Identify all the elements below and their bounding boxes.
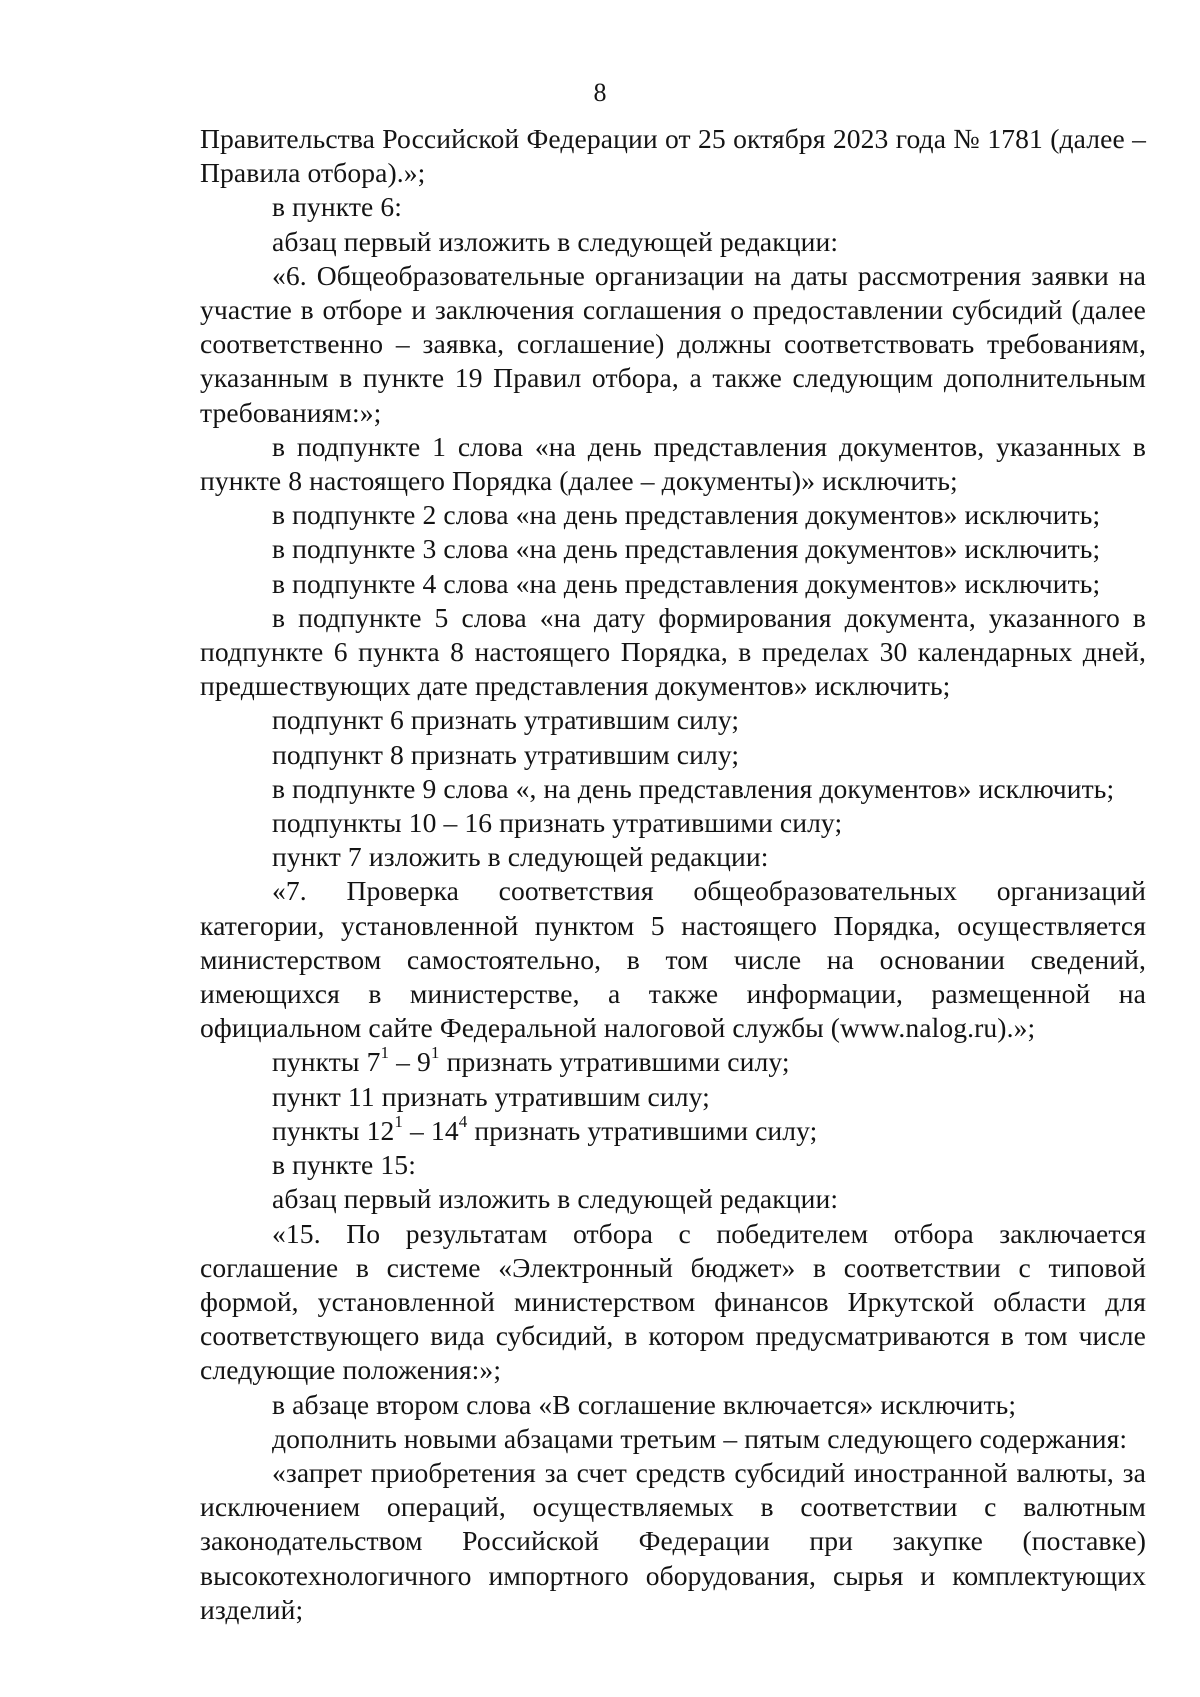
text-run: – 14	[403, 1114, 459, 1146]
superscript: 1	[430, 1043, 440, 1063]
paragraph	[200, 1045, 1146, 1079]
text-run: – 9	[389, 1046, 431, 1078]
paragraph: подпункт 8 признать утратившим силу;	[272, 738, 740, 770]
paragraph: «15. По результатам отбора с победителем отбора заключается соглашение в системе «Электронный бюджет» в соответствии с типовой формой, установленной министерством финансов Иркутской области для соответствующего вида субсидий, в котором предусматриваются в том числе следующие положения:»;	[200, 1217, 1146, 1386]
paragraph: в подпункте 5 слова «на дату формирования документа, указанного в подпункте 6 пункта 8 настоящего Порядка, в пределах 30 календарных дней, предшествующих дате представления документов» исключить;	[200, 601, 1146, 702]
text-run: признать утратившими силу;	[439, 1046, 790, 1078]
paragraph: дополнить новыми абзацами третьим – пятым следующего содержания:	[272, 1422, 1128, 1454]
paragraph: абзац первый изложить в следующей редакции:	[272, 225, 839, 257]
paragraph: в подпункте 3 слова «на день представления документов» исключить;	[272, 533, 1101, 565]
superscript: 1	[394, 1112, 404, 1132]
paragraph: абзац первый изложить в следующей редакции:	[272, 1183, 839, 1215]
superscript: 4	[458, 1112, 468, 1132]
paragraph: в абзаце втором слова «В соглашение включается» исключить;	[272, 1388, 1017, 1420]
paragraph: в подпункте 2 слова «на день представления документов» исключить;	[272, 499, 1101, 531]
paragraph: «7. Проверка соответствия общеобразовательных организаций категории, установленной пунктом 5 настоящего Порядка, осуществляется министерством самостоятельно, в том числе на основании сведений, имеющихся в министерстве, а также информации, размещенной на официальном сайте Федеральной налоговой службы (www.nalog.ru).»;	[200, 875, 1146, 1044]
paragraph: в подпункте 9 слова «, на день представления документов» исключить;	[272, 772, 1115, 804]
paragraph: пункт 7 изложить в следующей редакции:	[272, 841, 769, 873]
text-run: признать утратившими силу;	[467, 1114, 818, 1146]
paragraph: подпункты 10 – 16 признать утратившими силу;	[272, 807, 843, 839]
superscript: 1	[380, 1043, 390, 1063]
paragraph: «запрет приобретения за счет средств субсидий иностранной валюты, за исключением операций, осуществляемых в соответствии с валютным законодательством Российской Федерации при закупке (поставке) высокотехнологичного импортного оборудования, сырья и комплектующих изделий;	[200, 1456, 1146, 1625]
paragraph: в пункте 6:	[272, 191, 403, 223]
paragraph: подпункт 6 признать утратившим силу;	[272, 704, 740, 736]
paragraph: в подпункте 1 слова «на день представления документов, указанных в пункте 8 настоящего Порядка (далее – документы)» исключить;	[200, 430, 1146, 497]
paragraph	[200, 1114, 1146, 1148]
paragraph: «6. Общеобразовательные организации на даты рассмотрения заявки на участие в отборе и заключения соглашения о предоставлении субсидий (далее соответственно – заявка, соглашение) должны соответствовать требованиям, указанным в пункте 19 Правил отбора, а также следующим дополнительным требованиям:»;	[200, 259, 1146, 428]
paragraph: пункт 11 признать утратившим силу;	[272, 1080, 710, 1112]
page-number: 8	[593, 78, 607, 107]
paragraph: в пункте 15:	[272, 1149, 416, 1181]
document-body	[200, 122, 1146, 1627]
text-run: пункты 12	[272, 1114, 395, 1146]
text-run: пункты 7	[272, 1046, 381, 1078]
paragraph: Правительства Российской Федерации от 25 октября 2023 года № 1781 (далее – Правила отбора).»;	[200, 123, 1146, 189]
paragraph: в подпункте 4 слова «на день представления документов» исключить;	[272, 567, 1101, 599]
